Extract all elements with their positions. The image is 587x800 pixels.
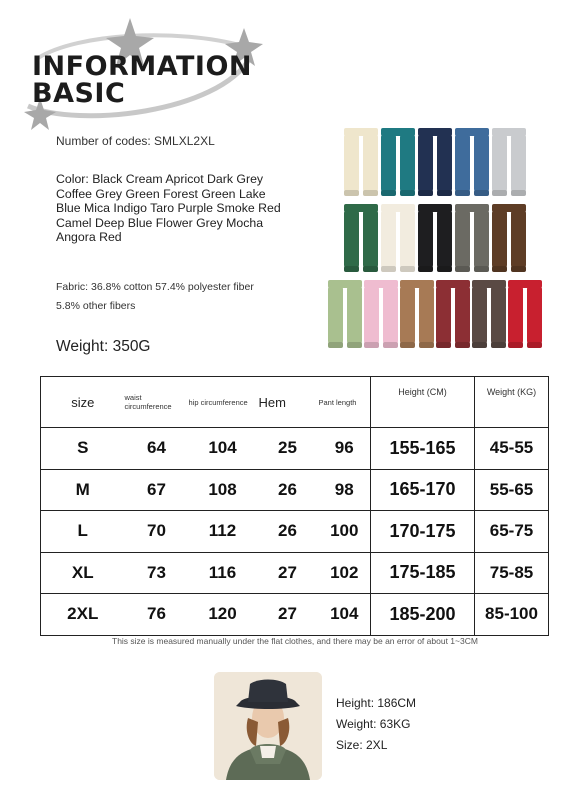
pants-swatch [344,204,378,272]
cell-height: 185-200 [371,594,475,636]
cell-waist: 70 [125,511,189,553]
cell-hem: 27 [257,594,319,636]
pants-swatch [472,280,506,348]
cell-weight: 45-55 [475,428,549,470]
table-row [41,594,549,636]
pants-swatch [508,280,542,348]
pants-swatch [400,280,434,348]
cell-hem: 26 [257,469,319,511]
measurement-note: This size is measured manually under the flat clothes, and there may be an error of about 1~3CM [112,636,478,646]
cell-hem: 27 [257,552,319,594]
model-height: Height: 186CM [336,696,417,710]
header-hip: hip circumference [189,377,257,428]
header-title-block [18,18,268,133]
pants-swatch [492,204,526,272]
cell-pant-length: 102 [319,552,371,594]
number-of-codes: Number of codes: SMLXL2XL [56,134,215,148]
pants-swatch [364,280,398,348]
cell-size: L [41,511,125,553]
model-weight: Weight: 63KG [336,717,411,731]
model-photo [214,672,322,780]
pants-swatch [328,280,362,348]
cell-size: 2XL [41,594,125,636]
cell-size: XL [41,552,125,594]
cell-weight: 65-75 [475,511,549,553]
pants-swatch [418,204,452,272]
size-table [40,376,549,636]
title-basic: BASIC [32,78,126,109]
cell-height: 155-165 [371,428,475,470]
cell-height: 175-185 [371,552,475,594]
header-size: size [41,377,125,428]
header-waist: waist circumference [125,377,189,428]
cell-waist: 67 [125,469,189,511]
cell-height: 165-170 [371,469,475,511]
cell-weight: 75-85 [475,552,549,594]
cell-pant-length: 104 [319,594,371,636]
pants-swatch [381,128,415,196]
table-header-row [41,377,549,428]
pants-swatch [455,128,489,196]
cell-pant-length: 96 [319,428,371,470]
cell-pant-length: 98 [319,469,371,511]
cell-weight: 55-65 [475,469,549,511]
cell-waist: 64 [125,428,189,470]
cell-height: 170-175 [371,511,475,553]
cell-hip: 116 [189,552,257,594]
header-height: Height (CM) [371,377,475,428]
cell-hip: 108 [189,469,257,511]
header-weight: Weight (KG) [475,377,549,428]
cell-waist: 73 [125,552,189,594]
cell-hip: 112 [189,511,257,553]
header-pant-length: Pant length [319,377,371,428]
title-information: INFORMATION [32,51,253,82]
table-row [41,552,549,594]
product-weight: Weight: 350G [56,338,151,355]
cell-hip: 120 [189,594,257,636]
cell-size: M [41,469,125,511]
pants-swatch [344,128,378,196]
cell-size: S [41,428,125,470]
cell-hem: 25 [257,428,319,470]
pants-swatch [455,204,489,272]
model-size: Size: 2XL [336,738,388,752]
pants-swatch [418,128,452,196]
table-row [41,511,549,553]
pants-swatch [381,204,415,272]
pants-swatch [436,280,470,348]
cell-weight: 85-100 [475,594,549,636]
table-row [41,469,549,511]
header-hem: Hem [257,377,319,428]
cell-hem: 26 [257,511,319,553]
pants-color-grid [326,126,544,352]
cell-waist: 76 [125,594,189,636]
fabric-composition: Fabric: 36.8% cotton 57.4% polyester fiber 5.8% other fibers [56,281,254,312]
model-illustration [214,672,322,780]
cell-pant-length: 100 [319,511,371,553]
table-row [41,428,549,470]
pants-swatch [492,128,526,196]
color-list: Color: Black Cream Apricot Dark Grey Coffee Grey Green Forest Green Lake Blue Mica Indigo Taro Purple Smoke Red Camel Deep Blue Flower Grey Mocha Angora Red [56,172,281,244]
cell-hip: 104 [189,428,257,470]
